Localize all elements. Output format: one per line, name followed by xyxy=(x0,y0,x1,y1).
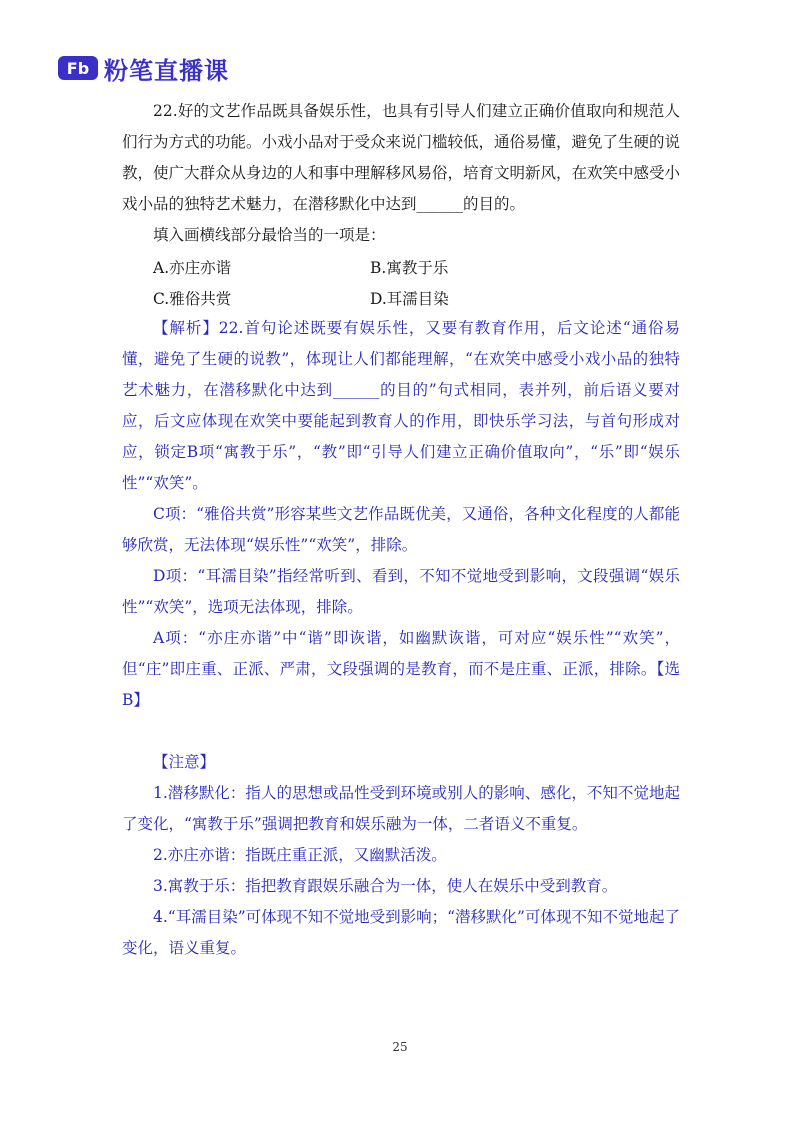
document-body xyxy=(122,96,680,964)
analysis-paragraph: D项：“耳濡目染”指经常听到、看到，不知不觉地受到影响，文段强调“娱乐性”“欢笑”，选项无法体现，排除。 xyxy=(122,567,680,616)
question-stem: 22.好的文艺作品既具备娱乐性，也具有引导人们建立正确价值取向和规范人们行为方式的功能。小戏小品对于受众来说门槛较低，通俗易懂，避免了生硬的说教，使广大群众从身边的人和事中理解移风易俗，培育文明新风，在欢笑中感受小戏小品的独特艺术魅力，在潜移默化中达到______的目的。 xyxy=(122,102,681,213)
question-prompt: 填入画横线部分最恰当的一项是： xyxy=(153,226,386,244)
notes-section xyxy=(122,747,680,964)
options-row-1 xyxy=(122,251,680,282)
option-a: A.亦庄亦谐 xyxy=(153,258,232,277)
note-item: 4.“耳濡目染”可体现不知不觉地受到影响；“潜移默化”可体现不知不觉地起了变化，语义重复。 xyxy=(122,908,680,957)
notes-title: 【注意】 xyxy=(153,753,216,771)
note-item: 3.寓教于乐：指把教育跟娱乐融合为一体，使人在娱乐中受到教育。 xyxy=(153,877,618,895)
note-item: 1.潜移默化：指人的思想或品性受到环境或别人的影响、感化，不知不觉地起了变化，“寓教于乐”强调把教育和娱乐融为一体，二者语义不重复。 xyxy=(122,784,680,833)
option-c: C.雅俗共赏 xyxy=(153,289,232,308)
page-number: 25 xyxy=(392,1040,408,1054)
option-b: B.寓教于乐 xyxy=(370,258,449,277)
analysis-paragraph: A项：“亦庄亦谐”中“谐”即诙谐，如幽默诙谐，可对应“娱乐性”“欢笑”，但“庄”即庄重、正派、严肃，文段强调的是教育，而不是庄重、正派，排除。【选B】 xyxy=(122,629,680,709)
option-d: D.耳濡目染 xyxy=(370,289,449,308)
analysis-section xyxy=(122,313,680,716)
logo-title: 粉笔直播课 xyxy=(104,56,229,85)
logo-mark-text: Fb xyxy=(66,59,90,78)
analysis-paragraph: 【解析】22.首句论述既要有娱乐性，又要有教育作用，后文论述“通俗易懂，避免了生硬的说教”，体现让人们都能理解，“在欢笑中感受小戏小品的独特艺术魅力，在潜移默化中达到______的目的”句式相同，表并列，前后语义要对应，后文应体现在欢笑中要能起到教育人的作用，即快乐学习法，与首句形成对应，锁定B项“寓教于乐”，“教”即“引导人们建立正确价值取向”，“乐”即“娱乐性”“欢笑”。 xyxy=(122,319,680,492)
analysis-paragraph: C项：“雅俗共赏”形容某些文艺作品既优美，又通俗，各种文化程度的人都能够欣赏，无法体现“娱乐性”“欢笑”，排除。 xyxy=(122,505,680,554)
options-row-2 xyxy=(122,282,680,313)
spacer xyxy=(122,716,680,747)
fenbi-logo-icon xyxy=(58,53,98,83)
note-item: 2.亦庄亦谐：指既庄重正派，又幽默活泼。 xyxy=(153,846,447,864)
options-list xyxy=(122,251,680,313)
brand-logo xyxy=(58,52,229,84)
